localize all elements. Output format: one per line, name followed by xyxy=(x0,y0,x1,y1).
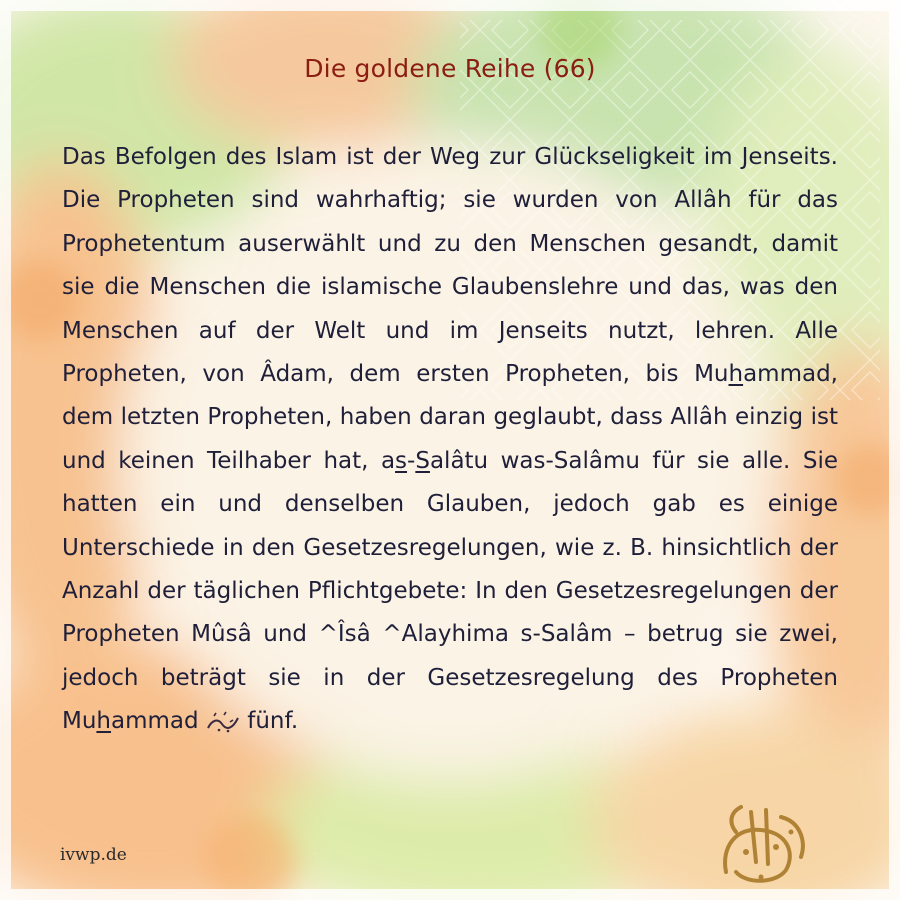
website-url[interactable]: ivwp.de xyxy=(60,845,127,865)
arabic-calligraphy-logo-icon xyxy=(706,792,826,892)
page-title: Die goldene Reihe (66) xyxy=(304,54,596,83)
salawat-calligraphy-icon xyxy=(206,706,240,730)
article-text: Das Befolgen des Islam ist der Weg zur Glückseligkeit im Jenseits. Die Propheten sind wahrhaftig; sie wurden von Allâh für das Prophetentum auserwählt und zu den Menschen gesandt, damit sie die Menschen die islamische Glaubenslehre und das, was den Menschen auf der Welt und im Jenseits nutzt, lehren. Alle Propheten, von Âdam, dem ersten Propheten, bis Muhammad, dem letzten Propheten, haben daran geglaubt, dass Allâh einzig ist und keinen Teilhaber hat, as-Salâtu was-Salâmu für sie alle. Sie hatten ein und denselben Glauben, jedoch gab es einige Unterschiede in den Gesetzesregelungen, wie z. B. hinsichtlich der Anzahl der täglichen Pflichtgebete: In den Gesetzesregelungen der Propheten Mûsâ und ^Îsâ ^Alayhima s-Salâm – betrug sie zwei, jedoch beträgt sie in der Gesetzesregelung des Propheten Muhammad fünf. xyxy=(62,144,838,735)
